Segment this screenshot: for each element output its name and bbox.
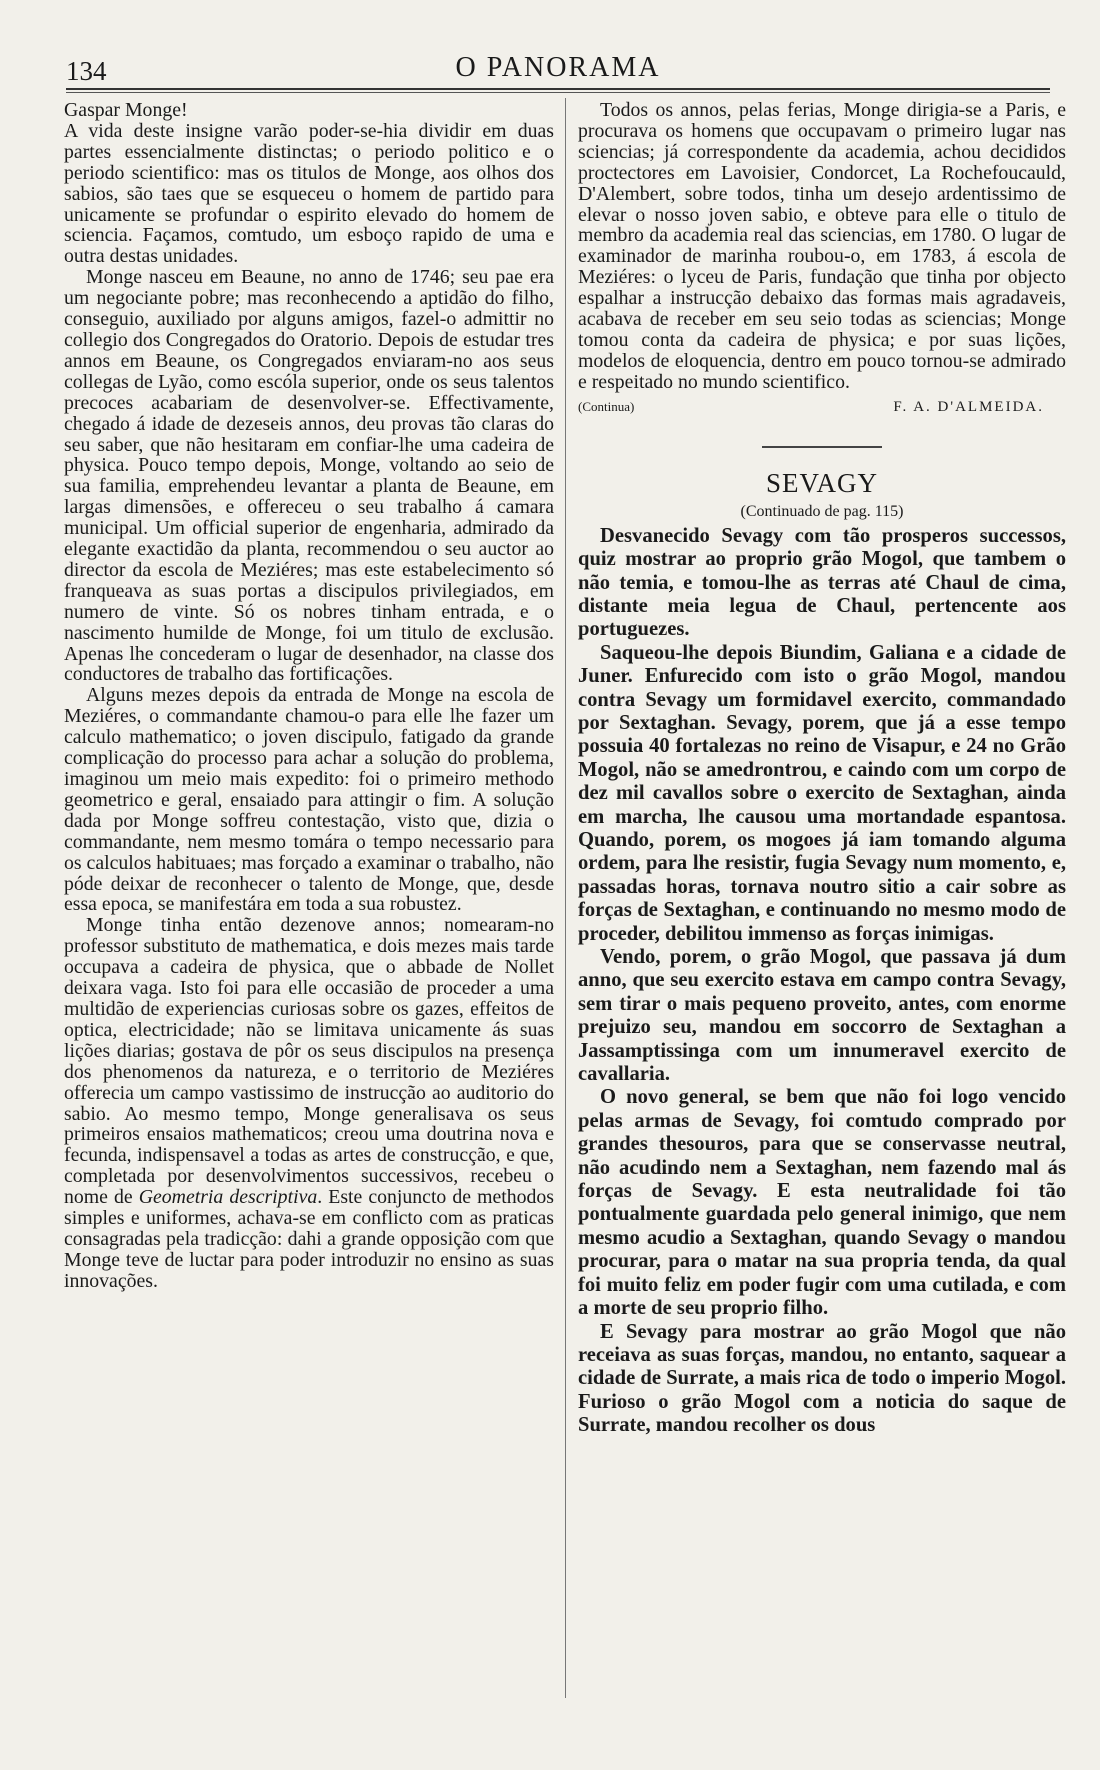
header-rule-thin — [66, 92, 1050, 93]
page-number: 134 — [66, 56, 107, 86]
paragraph: Alguns mezes depois da entrada de Monge na escola de Meziéres, o commandante chamou-o para elle lhe fazer um calculo mathematico; o joven discipulo, fatigado da grande complicação do processo para achar a solução do problema, imaginou um meio mais expedito: foi o primeiro methodo geometrico e geral, ensaiado para attingir o fim. A solução dada por Monge soffreu contestação, visto que, dizia o commandante, nem mesmo tomára o tempo necessario para os calculos habituaes; mas forçado a examinar o trabalho, não póde deixar de reconhecer o talento de Monge, que, desde essa epoca, se manifestára em toda a sua robustez. — [64, 684, 554, 916]
paragraph: O novo general, se bem que não foi logo vencido pelas armas de Sevagy, foi comtudo comprado por grandes thesouros, para que se conservasse neutral, não acudindo nem a Sextaghan, nem fazendo mal ás forças de Sevagy. E esta neutralidade foi tão pontualmente guardada pelo general inimigo, que nem mesmo acudio a Sextaghan, quando Sevagy o mandou procurar, para o matar na sua propria tenda, da qual foi muito feliz em poder fugir com uma cutilada, e com a morte de seu proprio filho. — [578, 1086, 1066, 1320]
section-title: SEVAGY — [765, 467, 879, 498]
right-column — [578, 100, 1066, 1740]
paragraph: Vendo, porem, o grão Mogol, que passava já dum anno, que seu exercito estava em campo contra Sevagy, sem tirar o mais pequeno proveito, antes, com enorme prejuizo seu, mandou em soccorro de Sextaghan a Jassamptissinga com um innumeravel exercito de cavallaria. — [578, 946, 1066, 1086]
emphasis-geometria-descriptiva: Geometria descriptiva — [138, 1186, 318, 1209]
article-footer — [578, 399, 1066, 416]
paragraph: E Sevagy para mostrar ao grão Mogol que não receiava as suas forças, mandou, no entanto, saquear a cidade de Surrate, a mais rica de todo o imperio Mogol. Furioso o grão Mogol com a noticia do saque de Surrate, mandou recolher os dous — [578, 1320, 1066, 1437]
header-rule — [66, 88, 1050, 90]
journal-title: O PANORAMA — [455, 52, 661, 83]
section-separator — [762, 446, 882, 448]
paragraph: Monge nasceu em Beaune, no anno de 1746; seu pae era um negociante pobre; mas reconhecendo a aptidão do filho, conseguio, auxiliado por alguns amigos, fazel-o admittir no collegio dos Congregados do Oratorio. Depois de estudar tres annos em Beaune, os Congregados enviaram-no aos seus collegas de Lyão, como escóla superior, onde os seus talentos precoces acabariam de desenvolver-se. Effectivamente, chegado á idade de dezeseis annos, deu provas tão claras do seu saber, que não hesitaram em confiar-lhe uma cadeira de physica. Pouco tempo depois, Monge, voltando ao seio de sua familia, emprehendeu levantar a planta de Beaune, em largas dimensões, e offereceu o seu trabalho á camara municipal. Um official superior de engenharia, admirado da elegante exactidão da planta, recommendou o seu auctor ao director da escola de Meziéres; mas este estabelecimento só franqueava as suas portas a discipulos privilegiados, em numero de vinte. Só os nobres tinham entrada, e o nascimento humilde de Monge, foi um titulo de exclusão. Apenas lhe concederam o lugar de desenhador, na classe dos conductores de trabalho das fortificações. — [64, 266, 554, 686]
paragraph: Desvanecido Sevagy com tão prosperos successos, quiz mostrar ao proprio grão Mogol, que tambem o não temia, e tomou-lhe as terras até Chaul de cima, distante meia legua de Chaul, pertencente aos portuguezes. — [578, 524, 1066, 641]
paragraph-text: Monge tinha então dezenove annos; nomearam-no professor substituto de mathematica, e dois mezes mais tarde occupava a cadeira de physica, que o abbade de Nollet deixara vaga. Isto foi para elle occasião de proceder a uma multidão de experiencias curiosas sobre os gazes, effeitos de optica, electricidade; não se limitava unicamente ás suas lições diarias; gostava de pôr os seus discipulos na presença dos phenomenos da natureza, e o territorio de Meziéres offerecia um campo vastissimo de instrucção ao auditorio do sabio. Ao mesmo tempo, Monge generalisava os seus primeiros ensaios mathematicos; creou uma doutrina nova e fecunda, indispensavel a todas as artes de construcção, e que, completada por desenvolvimentos successivos, recebeu o nome de — [64, 914, 554, 1209]
author-signature: F. A. D'ALMEIDA. — [893, 398, 1044, 415]
paragraph-text-tail: . Este conjuncto de methodos simples e uniformes, achava-se em conflicto com as praticas consagradas pela tradicção: dahi a grande opposição com que Monge teve de luctar para poder introduzir no ensino as suas innovações. — [64, 1186, 554, 1292]
paragraph: Saqueou-lhe depois Biundim, Galiana e a cidade de Juner. Enfurecido com isto o grão Mogol, mandou contra Sevagy um formidavel exercito, commandado por Sextaghan. Sevagy, porem, que já a esse tempo possuia 40 fortalezas no reino de Visapur, e 24 no Grão Mogol, não se amedrontrou, e caindo com um corpo de dez mil cavallos sobre o exercito de Sextaghan, ainda em marcha, lhe causou uma mortandade espantosa. Quando, porem, os mogoes já iam tomando alguma ordem, para lhe resistir, fugia Sevagy num momento, e, passadas horas, tornava noutro sitio a cair sobre as forças de Sextaghan, e continuando no mesmo modo de proceder, debilitou immenso as forças inimigas. — [578, 641, 1066, 945]
sevagy-article — [578, 525, 1066, 1438]
section-subtitle: (Continuado de pag. 115) — [740, 502, 904, 520]
continua-note: (Continua) — [578, 398, 635, 414]
left-column — [64, 100, 554, 1740]
paragraph: Todos os annos, pelas ferias, Monge dirigia-se a Paris, e procurava os homens que occupavam o primeiro lugar nas sciencias; já correspondente da academia, achou decididos proctectores em Lavoisier, Condorcet, La Rochefoucauld, D'Alembert, sobre todos, tinha um desejo ardentissimo de elevar o nosso joven sabio, e obteve para elle o titulo de membro da academia real das sciencias, em 1780. O lugar de examinador de marinha roubou-o, em 1783, á escola de Meziéres: o lyceu de Paris, fundação que tinha por objecto espalhar a instrucção debaixo das formas mais agradaveis, acabava de receber em seu seio todas as sciencias; Monge tomou conta da cadeira de physica; e por suas lições, modelos de eloquencia, dentro em pouco tornou-se admirado e respeitado no mundo scientifico. — [578, 100, 1066, 393]
paragraph: Gaspar Monge! — [64, 100, 188, 121]
paragraph — [64, 915, 554, 1291]
page-header — [66, 40, 1050, 86]
paragraph: A vida deste insigne varão poder-se-hia dividir em duas partes essencialmente distinctas; o periodo politico e o periodo scientifico: mas os titulos de Monge, aos olhos dos sabios, são taes que se esqueceu o homem de partido para unicamente se profundar o espirito elevado do homem de sciencia. Façamos, comtudo, um esboço rapido de uma e outra destas unidades. — [64, 119, 554, 268]
column-divider — [565, 98, 566, 1698]
